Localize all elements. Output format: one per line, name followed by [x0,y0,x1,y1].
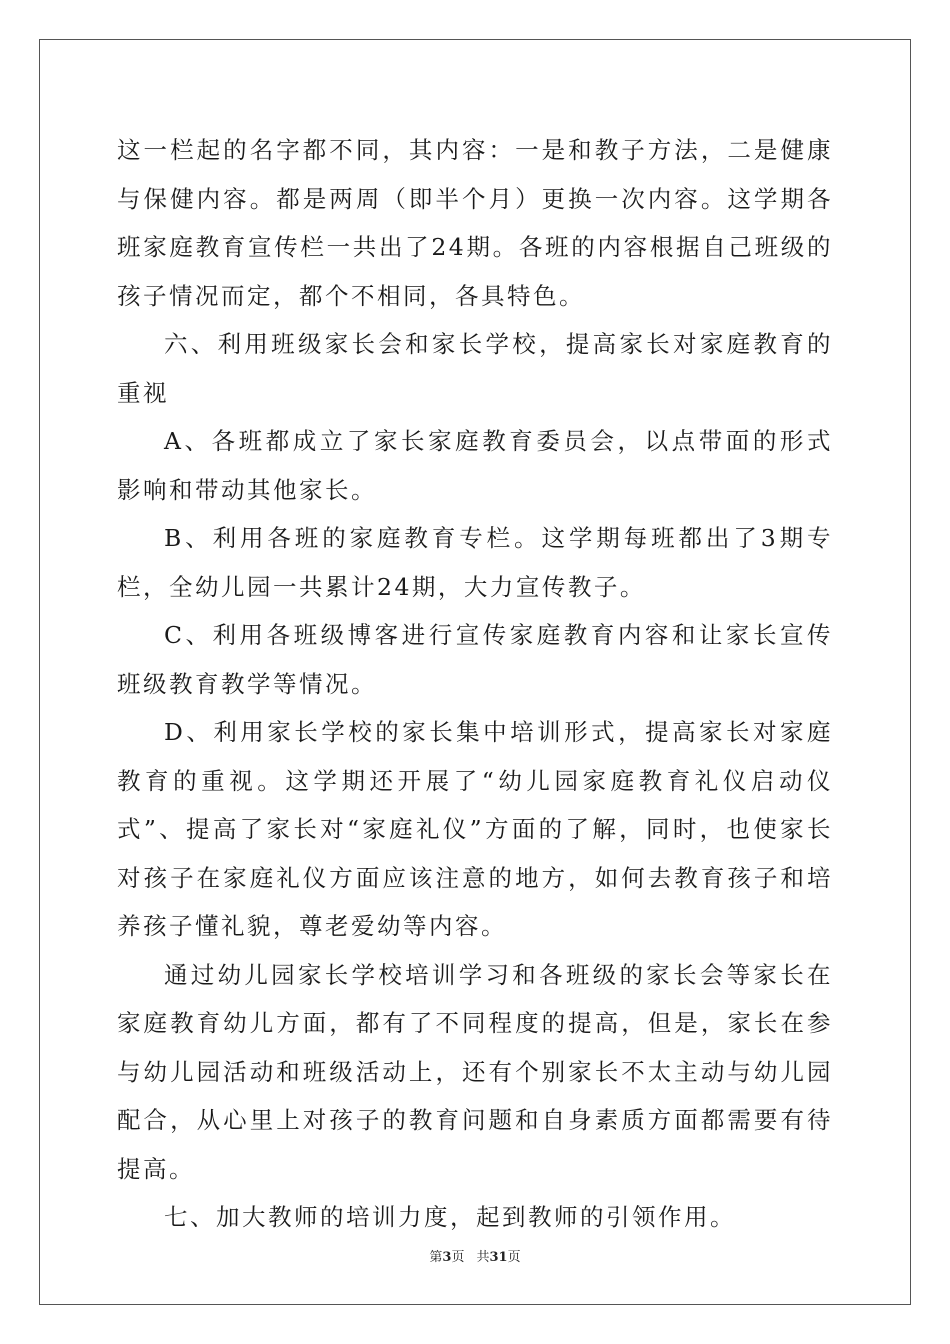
footer-page-suffix: 页 [451,1250,465,1265]
page-footer [0,1246,950,1265]
document-body [117,126,833,1242]
section-heading-six: 六、利用班级家长会和家长学校，提高家长对家庭教育的重视 [117,330,833,407]
footer-total-prefix: 共 [476,1250,490,1265]
paragraph: 这一栏起的名字都不同，其内容：一是和教子方法，二是健康与保健内容。都是两周（即半个月）更换一次内容。这学期各班家庭教育宣传栏一共出了24期。各班的内容根据自己班级的孩子情况而定，都个不相同，各具特色。 [117,136,833,310]
paragraph-item-a: A、各班都成立了家长家庭教育委员会，以点带面的形式影响和带动其他家长。 [117,427,833,504]
paragraph-item-d: D、利用家长学校的家长集中培训形式，提高家长对家庭教育的重视。这学期还开展了“幼儿园家庭教育礼仪启动仪式”、提高了家长对“家庭礼仪”方面的了解，同时，也使家长对孩子在家庭礼仪方面应该注意的地方，如何去教育孩子和培养孩子懂礼貌，尊老爱幼等内容。 [117,718,833,940]
paragraph-item-b: B、利用各班的家庭教育专栏。这学期每班都出了3期专栏，全幼儿园一共累计24期，大力宣传教子。 [117,524,833,601]
total-pages-number: 31 [489,1250,508,1265]
footer-total-suffix: 页 [507,1250,521,1265]
section-heading-seven: 七、加大教师的培训力度，起到教师的引领作用。 [164,1203,736,1231]
current-page-number: 3 [442,1250,452,1265]
paragraph-item-c: C、利用各班级博客进行宣传家庭教育内容和让家长宣传班级教育教学等情况。 [117,621,833,698]
paragraph: 通过幼儿园家长学校培训学习和各班级的家长会等家长在家庭教育幼儿方面，都有了不同程度的提高，但是，家长在参与幼儿园活动和班级活动上，还有个别家长不太主动与幼儿园配合，从心里上对孩子的教育问题和自身素质方面都需要有待提高。 [117,960,833,1183]
footer-prefix: 第 [429,1250,443,1265]
